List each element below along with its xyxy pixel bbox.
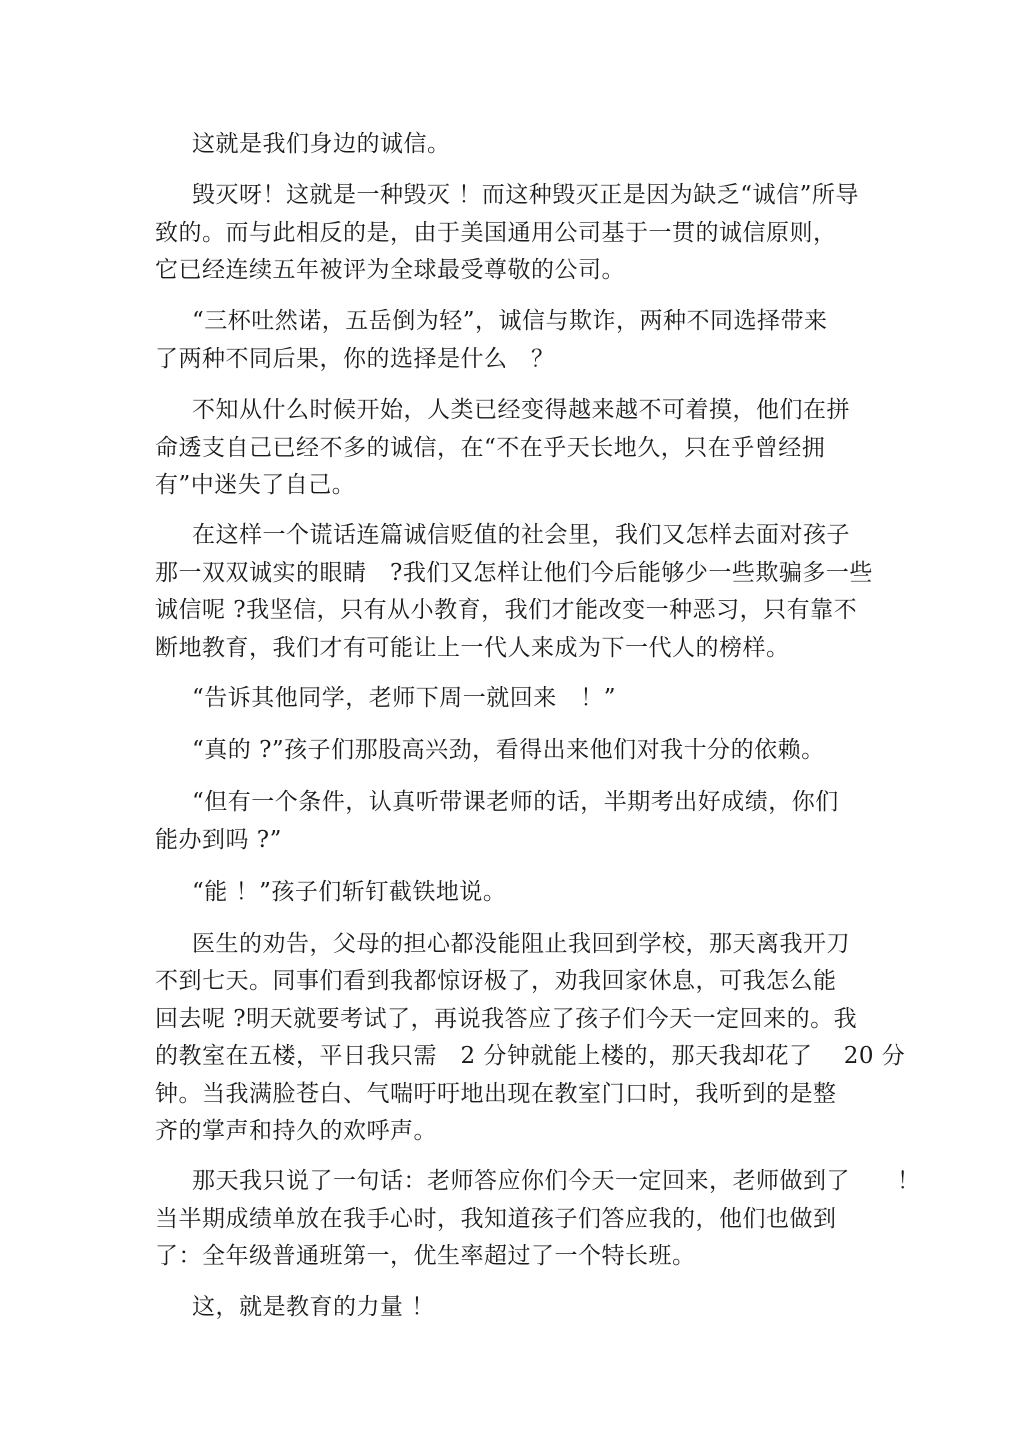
paragraph-line: 这就是我们身边的诚信。 bbox=[192, 131, 451, 157]
paragraph-line: 那一双双诚实的眼睛 ?我们又怎样让他们今后能够少一些欺骗多一些 bbox=[155, 560, 873, 586]
paragraph-line: 回去呢 ?明天就要考试了，再说我答应了孩子们今天一定回来的。我 bbox=[155, 1006, 858, 1032]
paragraph-line: “三杯吐然诺，五岳倒为轻”，诚信与欺诈，两种不同选择带来 bbox=[192, 308, 828, 334]
paragraph-line: 它已经连续五年被评为全球最受尊敬的公司。 bbox=[155, 257, 625, 283]
paragraph-line: 致的。而与此相反的是，由于美国通用公司基于一贯的诚信原则， bbox=[155, 220, 837, 246]
paragraph-line: “真的 ?”孩子们那股高兴劲，看得出来他们对我十分的依赖。 bbox=[192, 737, 825, 763]
paragraph-line: “能 ！”孩子们斩钉截铁地说。 bbox=[192, 879, 507, 905]
paragraph-line: 了：全年级普通班第一，优生率超过了一个特长班。 bbox=[155, 1243, 696, 1269]
paragraph-line: 了两种不同后果，你的选择是什么 ？ bbox=[155, 346, 555, 372]
paragraph-line: 能办到吗 ?” bbox=[155, 827, 282, 853]
paragraph-line: 当半期成绩单放在我手心时，我知道孩子们答应我的，他们也做到 bbox=[155, 1206, 837, 1232]
paragraph-line: 毁灭呀！这就是一种毁灭 ！而这种毁灭正是因为缺乏“诚信”所导 bbox=[192, 182, 859, 208]
paragraph-line: 断地教育，我们才有可能让上一代人来成为下一代人的榜样。 bbox=[155, 635, 790, 661]
paragraph-line: “但有一个条件，认真听带课老师的话，半期考出好成绩，你们 bbox=[192, 789, 839, 815]
paragraph-line: 诚信呢 ?我坚信，只有从小教育，我们才能改变一种恶习，只有靠不 bbox=[155, 597, 858, 623]
paragraph-line: 有”中迷失了自己。 bbox=[155, 472, 356, 498]
paragraph-line: 那天我只说了一句话：老师答应你们今天一定回来，老师做到了 ！ bbox=[192, 1168, 921, 1194]
paragraph-line: 医生的劝告，父母的担心都没能阻止我回到学校，那天离我开刀 bbox=[192, 931, 850, 957]
paragraph-line: 命透支自己已经不多的诚信，在“不在乎天长地久，只在乎曾经拥 bbox=[155, 435, 826, 461]
paragraph-line: 不到七天。同事们看到我都惊讶极了，劝我回家休息，可我怎么能 bbox=[155, 968, 837, 994]
paragraph-line: “告诉其他同学，老师下周一就回来 ！” bbox=[192, 685, 617, 711]
paragraph-line: 钟。当我满脸苍白、气喘吁吁地出现在教室门口时，我听到的是整 bbox=[155, 1081, 837, 1107]
paragraph-line: 这，就是教育的力量 ！ bbox=[192, 1294, 435, 1320]
paragraph-line: 的教室在五楼，平日我只需 2 分钟就能上楼的，那天我却花了 20 分 bbox=[155, 1043, 906, 1069]
paragraph-line: 齐的掌声和持久的欢呼声。 bbox=[155, 1118, 437, 1144]
paragraph-line: 在这样一个谎话连篇诚信贬值的社会里，我们又怎样去面对孩子 bbox=[192, 522, 850, 548]
paragraph-line: 不知从什么时候开始，人类已经变得越来越不可着摸，他们在拼 bbox=[192, 397, 850, 423]
